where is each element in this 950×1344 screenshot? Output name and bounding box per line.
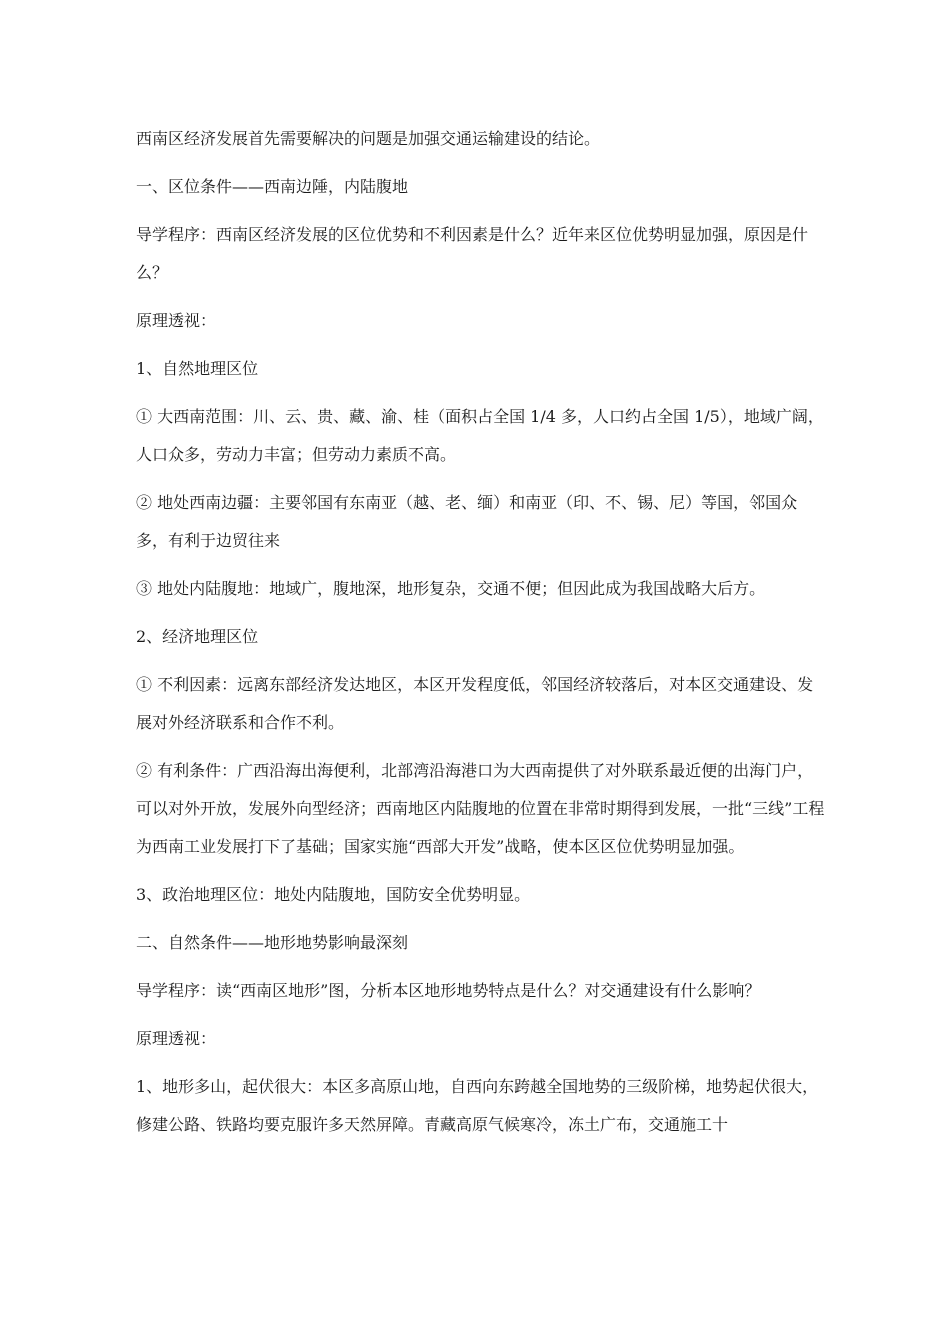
paragraph-unfavorable: ① 不利因素：远离东部经济发达地区，本区开发程度低，邻国经济较落后，对本区交通建设、发展对外经济联系和合作不利。: [136, 675, 814, 732]
paragraph-principle-1: 原理透视：: [136, 311, 217, 330]
paragraph-scope: ① 大西南范围：川、云、贵、藏、渝、桂（面积占全国 1/4 多，人口约占全国 1/5），地域广阔，人口众多，劳动力丰富；但劳动力素质不高。: [136, 407, 824, 464]
heading-natural-conditions: 二、自然条件——地形地势影响最深刻: [136, 933, 409, 952]
paragraph-favorable: ② 有利条件：广西沿海出海便利，北部湾沿海港口为大西南提供了对外联系最近便的出海门户，可以对外开放，发展外向型经济；西南地区内陆腹地的位置在非常时期得到发展，一批“三线”工程为西南工业发展打下了基础；国家实施“西部大开发”战略，使本区区位优势明显加强。: [136, 761, 825, 856]
document-body: [136, 120, 826, 1144]
paragraph-border: ② 地处西南边疆：主要邻国有东南亚（越、老、缅）和南亚（印、不、锡、尼）等国，邻国众多，有利于边贸往来: [136, 493, 798, 550]
paragraph-guide-2: 导学程序：读“西南区地形”图，分析本区地形地势特点是什么？对交通建设有什么影响？: [136, 981, 761, 1000]
paragraph-hinterland: ③ 地处内陆腹地：地域广，腹地深，地形复杂，交通不便；但因此成为我国战略大后方。: [136, 579, 766, 598]
heading-location-conditions: 一、区位条件——西南边陲，内陆腹地: [136, 177, 409, 196]
paragraph-conclusion: 西南区经济发展首先需要解决的问题是加强交通运输建设的结论。: [136, 129, 601, 148]
paragraph-political-location: 3、政治地理区位：地处内陆腹地，国防安全优势明显。: [136, 885, 531, 904]
subheading-natural-location: 1、自然地理区位: [136, 359, 259, 378]
paragraph-guide-1: 导学程序：西南区经济发展的区位优势和不利因素是什么？近年来区位优势明显加强，原因是什么？: [136, 225, 809, 282]
subheading-economic-location: 2、经济地理区位: [136, 627, 259, 646]
paragraph-terrain: 1、地形多山，起伏很大：本区多高原山地，自西向东跨越全国地势的三级阶梯，地势起伏很大，修建公路、铁路均要克服许多天然屏障。青藏高原气候寒冷，冻土广布，交通施工十: [136, 1077, 819, 1134]
paragraph-principle-2: 原理透视：: [136, 1029, 217, 1048]
